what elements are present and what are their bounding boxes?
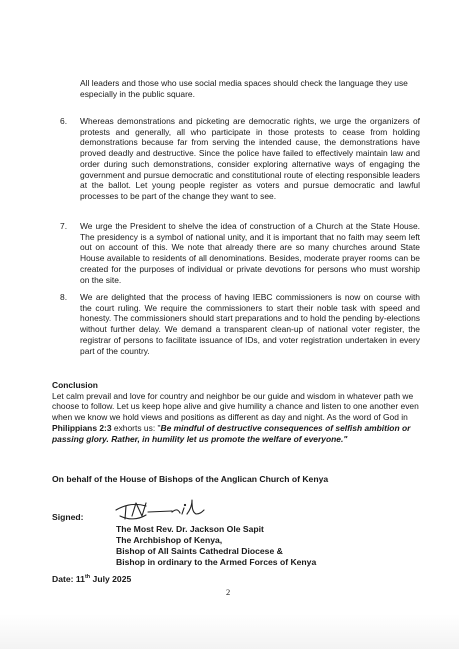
list-item-text: Whereas demonstrations and picketing are democratic rights, we urge the organizers of protests and generally, all who participate in those protests to cease from holding demonstrations because far from serving the intended cause, the demonstrations have proved deadly and destructive. Since the police have failed to effectively maintain law and order during such demonstrations, consider exploring alternative ways of engaging the government and pursue democratic and constitutional route of electing responsible leaders at the ballot. Let young people register as voters and pursue democratic and lawful processes to be part of the change they want to see. [80, 116, 420, 201]
date-ordinal: th [84, 574, 91, 581]
paragraph-continuation: All leaders and those who use social media spaces should check the language they use especially in the public square. [80, 78, 408, 99]
conclusion-text-before: Let calm prevail and love for country and neighbor be our guide and wisdom in whatever path we choose to follow. Let us keep hope alive and give humility a chance and listen to one another even when we know we hold views and positions as different as day and night. As the word of God in [52, 390, 419, 423]
handwritten-signature [112, 494, 208, 524]
list-item-text: We urge the President to shelve the idea of construction of a Church at the State House. The presidency is a symbol of national unity, and it is important that no faith may seem left out on account of this. We note that already there are so many churches around State House available to residents of all denominations. Besides, moderate prayer rooms can be created for the purposes of individual or private devotions for persons who must worship on the site. [80, 221, 420, 285]
signer-block [116, 524, 376, 568]
scripture-quote: Be mindful of destructive consequences of selfish ambition or passing glory. Rather, in humility let us promote the welfare of everyone." [52, 422, 411, 444]
conclusion-text-middle: exhorts us: " [111, 422, 161, 433]
on-behalf-line: On behalf of the House of Bishops of the Anglican Church of Kenya [52, 474, 329, 484]
date-rest: July 2025 [90, 574, 132, 584]
page-number: 2 [226, 587, 231, 597]
page-bottom-shade [0, 614, 459, 649]
date-prefix: Date: 11 [52, 574, 85, 584]
signer-title: Bishop of All Saints Cathedral Diocese & [116, 545, 283, 556]
list-item-number: 6. [60, 116, 68, 126]
conclusion-section [52, 380, 422, 444]
date-line [52, 574, 131, 584]
list-item-number: 8. [60, 292, 68, 302]
conclusion-heading: Conclusion [52, 380, 98, 390]
list-item-text: We are delighted that the process of having IEBC commissioners is now on course with the court ruling. We require the commissioners to start their noble task with speed and honesty. The commissioners should start preparations and to hold the pending by-elections without further delay. We demand a transparent clean-up of national voter register, the registrar of persons to facilitate issuance of IDs, and voter registration undertaken in every part of the country. [80, 292, 420, 356]
list-item-number: 7. [60, 221, 68, 231]
scripture-reference: Philippians 2:3 [52, 422, 112, 433]
signer-title: The Archbishop of Kenya, [116, 534, 223, 545]
signer-name: The Most Rev. Dr. Jackson Ole Sapit [116, 524, 264, 534]
conclusion-text [52, 391, 422, 445]
signer-title: Bishop in ordinary to the Armed Forces of Kenya [116, 556, 317, 567]
signed-label: Signed: [52, 512, 84, 522]
